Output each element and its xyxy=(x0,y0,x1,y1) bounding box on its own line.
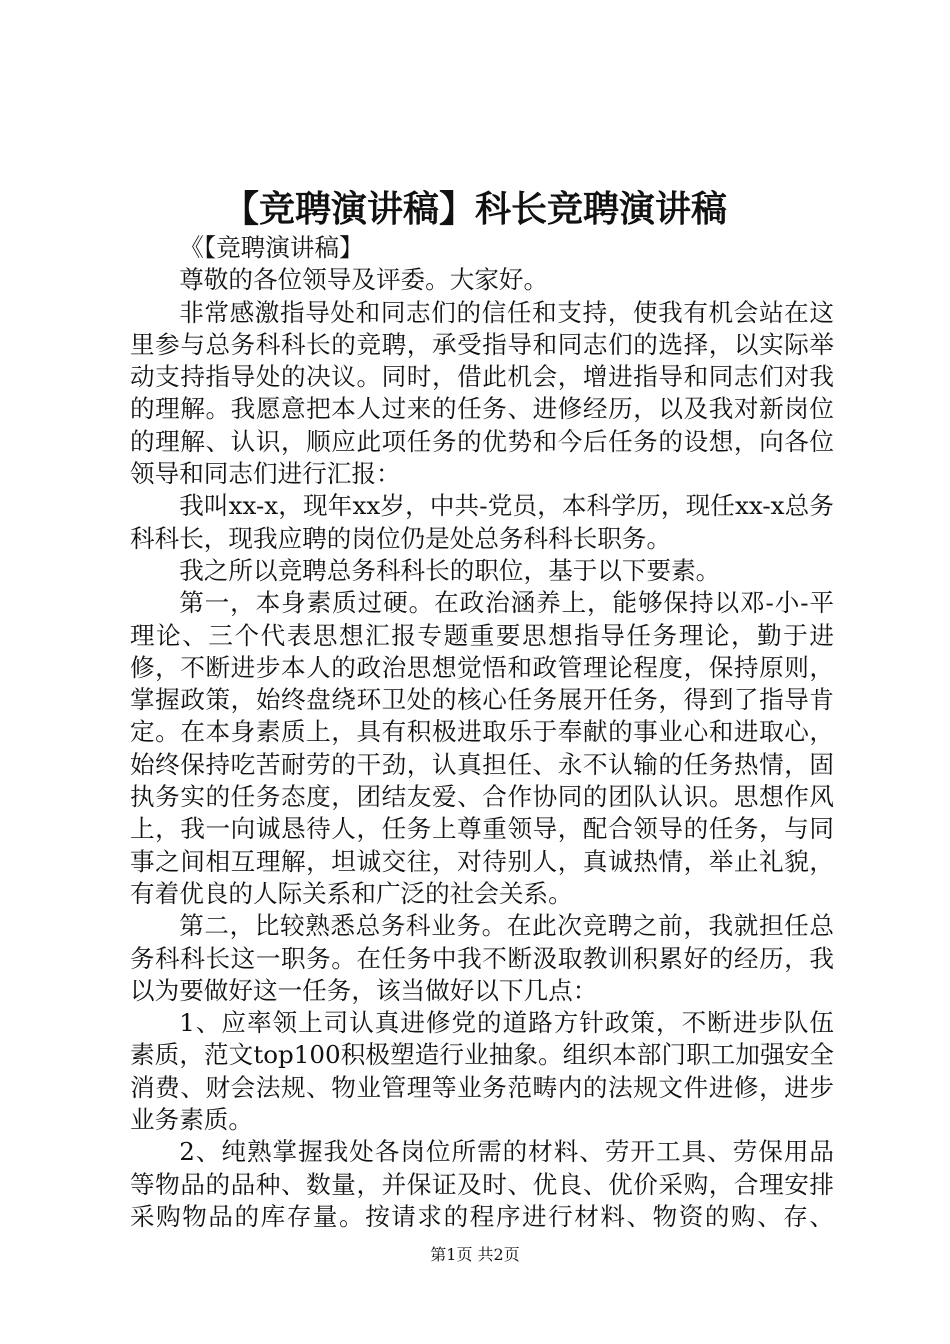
paragraph-reason-two: 第二，比较熟悉总务科业务。在此次竞聘之前，我就担任总务科科长这一职务。在任务中我不断汲取教训积累好的经历，我以为要做好这一任务，该当做好以下几点： xyxy=(130,911,834,1005)
paragraph-self-intro: 我叫xx-x，现年xx岁，中共-党员，本科学历，现任xx-x总务科科长，现我应聘的岗位仍是处总务科科长职务。 xyxy=(130,491,834,553)
document-title: 【竞聘演讲稿】科长竞聘演讲稿 xyxy=(222,188,727,230)
paragraph-greeting: 尊敬的各位领导及评委。大家好。 xyxy=(179,265,549,295)
paragraph-reason-one: 第一，本身素质过硬。在政治涵养上，能够保持以邓-小-平理论、三个代表思想汇报专题重要思想指导任务理论，勤于进修，不断进步本人的政治思想觉悟和政管理论程度，保持原则，掌握政策，始终盘绕环卫处的核心任务展开任务，得到了指导肯定。在本身素质上，具有积极进取乐于奉献的事业心和进取心，始终保持吃苦耐劳的干劲，认真担任、永不认输的任务热情，固执务实的任务态度，团结友爱、合作协同的团队认识。思想作风上，我一向诚恳待人，任务上尊重领导，配合领导的任务，与同事之间相互理解，坦诚交往，对待别人，真诚热情，举止礼貌，有着优良的人际关系和广泛的社会关系。 xyxy=(130,588,834,908)
paragraph-reasons-intro: 我之所以竞聘总务科科长的职位，基于以下要素。 xyxy=(179,555,721,585)
paragraph-thanks: 非常感激指导处和同志们的信任和支持，使我有机会站在这里参与总务科科长的竞聘，承受指导和同志们的选择，以实际举动支持指导处的决议。同时，借此机会，增进指导和同志们对我的理解。我愿意把本人过来的任务、进修经历，以及我对新岗位的理解、认识，顺应此项任务的优势和今后任务的设想，向各位领导和同志们进行汇报： xyxy=(130,297,834,489)
paragraph-point-one: 1、应率领上司认真进修党的道路方针政策，不断进步队伍素质，范文top100积极塑造行业抽象。组织本部门职工加强安全消费、财会法规、物业管理等业务范畴内的法规文件进修，进步业务素质。 xyxy=(130,1008,834,1135)
document-body xyxy=(130,232,834,1233)
paragraph-point-two: 2、纯熟掌握我处各岗位所需的材料、劳开工具、劳保用品等物品的品种、数量，并保证及时、优良、优价采购，合理安排采购物品的库存量。按请求的程序进行材料、物资的购、存、 xyxy=(130,1137,834,1231)
page-number: 第1页 共2页 xyxy=(430,1245,520,1264)
paragraph-heading-ref: 《【竞聘演讲稿】 xyxy=(179,233,364,262)
